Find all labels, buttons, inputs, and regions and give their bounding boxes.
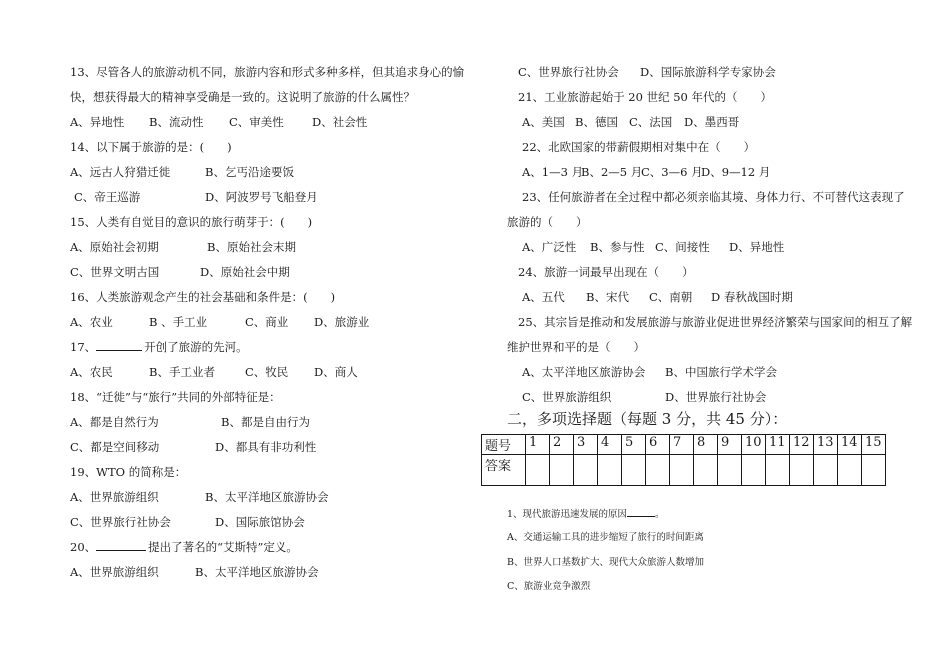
question-number-cell: 7 xyxy=(670,435,694,455)
option-c: C、南朝 xyxy=(649,290,693,304)
question-18-options-2 xyxy=(70,439,316,455)
question-19-options-1 xyxy=(70,489,328,505)
option-b: B、手工业者 xyxy=(149,365,215,379)
question-23-line2: 旅游的（ ） xyxy=(507,215,588,229)
option-b: B、德国 xyxy=(575,115,618,129)
answer-cell[interactable] xyxy=(598,455,622,486)
question-19-options-2 xyxy=(70,514,305,530)
option-d: D、世界旅行社协会 xyxy=(665,390,767,404)
option-d: D、墨西哥 xyxy=(684,115,740,129)
row-label-answer: 答案 xyxy=(482,455,526,486)
option-c: C、商业 xyxy=(245,315,289,329)
question-17-options xyxy=(70,364,358,380)
question-22: 22、北欧国家的带薪假期相对集中在（ ） xyxy=(522,140,756,154)
option-b: B、都是自由行为 xyxy=(221,415,310,429)
question-24-options xyxy=(522,289,793,305)
question-number-cell: 15 xyxy=(862,435,886,455)
question-18-options-1 xyxy=(70,414,310,430)
option-b: B、太平洋地区旅游协会 xyxy=(195,565,319,579)
question-number-cell: 14 xyxy=(838,435,862,455)
option-a: A、1—3 月 xyxy=(522,165,584,179)
option-c: C、间接性 xyxy=(655,240,710,254)
question-number-cell: 8 xyxy=(694,435,718,455)
question-14-options-2 xyxy=(74,189,318,205)
answer-cell[interactable] xyxy=(838,455,862,486)
option-b: B、原始社会末期 xyxy=(207,240,296,254)
question-20-options-1 xyxy=(70,564,318,580)
question-number: 20、 xyxy=(70,540,97,554)
option-a: A、世界旅游组织 xyxy=(70,565,159,579)
answer-cell[interactable] xyxy=(694,455,718,486)
question-14: 14、以下属于旅游的是：( ) xyxy=(70,140,232,154)
answer-cell[interactable] xyxy=(790,455,814,486)
answer-cell[interactable] xyxy=(742,455,766,486)
multi-question-1-stem xyxy=(507,506,665,522)
option-a: A、广泛性 xyxy=(522,240,577,254)
question-18: 18、“迁徙”与“旅行”共同的外部特征是： xyxy=(70,390,281,404)
answer-cell[interactable] xyxy=(622,455,646,486)
option-c: C、3—6 月 xyxy=(641,165,703,179)
question-17 xyxy=(70,339,248,355)
option-b: B、流动性 xyxy=(149,115,204,129)
option-d: D、原始社会中期 xyxy=(200,265,290,279)
option-c: C、牧民 xyxy=(245,365,289,379)
option-d: D、商人 xyxy=(314,365,358,379)
section-2-title: 二，多项选择题（每题 3 分，共 45 分）： xyxy=(507,410,788,428)
question-25-line2: 维护世界和平的是（ ） xyxy=(507,340,645,354)
option-c: C、帝王巡游 xyxy=(74,190,141,204)
question-25-line1: 25、其宗旨是推动和发展旅游与旅游业促进世界经济繁荣与国家间的相互了解 xyxy=(518,315,913,329)
question-21-options xyxy=(522,114,739,130)
option-b: B、乞丐沿途要饭 xyxy=(205,165,294,179)
question-14-options-1 xyxy=(70,164,294,180)
fill-blank xyxy=(96,339,142,351)
option-c: C、世界旅行社协会 xyxy=(70,515,171,529)
question-13-options xyxy=(70,114,367,130)
option-b: B、太平洋地区旅游协会 xyxy=(205,490,329,504)
option-a: A、世界旅游组织 xyxy=(70,490,159,504)
option-c: C、都是空间移动 xyxy=(70,440,160,454)
option-b: B、宋代 xyxy=(586,290,629,304)
answer-cell[interactable] xyxy=(646,455,670,486)
option-d: D、9—12 月 xyxy=(701,165,771,179)
option-d: D、异地性 xyxy=(729,240,785,254)
answer-cell[interactable] xyxy=(862,455,886,486)
question-25-options-2 xyxy=(522,389,766,405)
question-15: 15、人类有自觉目的意识的旅行萌芽于：( ) xyxy=(70,215,313,229)
question-13-line1: 13、尽管各人的旅游动机不同，旅游内容和形式多种多样，但其追求身心的愉 xyxy=(70,65,465,79)
multi-question-1-option-c: C、旅游业竞争激烈 xyxy=(507,581,591,592)
answer-cell[interactable] xyxy=(550,455,574,486)
question-20-options-2 xyxy=(518,64,776,80)
option-d: D、社会性 xyxy=(312,115,368,129)
question-21: 21、工业旅游起始于 20 世纪 50 年代的（ ） xyxy=(518,90,773,104)
question-number-cell: 10 xyxy=(742,435,766,455)
question-16-options xyxy=(70,314,369,330)
question-24: 24、旅游一词最早出现在（ ） xyxy=(518,265,694,279)
question-text: 提出了著名的“艾斯特”定义。 xyxy=(148,540,298,554)
option-a: A、异地性 xyxy=(70,115,125,129)
fill-blank xyxy=(96,539,146,551)
answer-cell[interactable] xyxy=(526,455,550,486)
option-d: D 春秋战国时期 xyxy=(711,290,793,304)
option-b: B 、手工业 xyxy=(149,315,208,329)
question-19: 19、WTO 的简称是： xyxy=(70,465,187,479)
question-22-options xyxy=(522,164,770,180)
question-text: 开创了旅游的先河。 xyxy=(144,340,248,354)
answer-table-header-row xyxy=(482,435,886,455)
question-number-cell: 13 xyxy=(814,435,838,455)
option-a: A、原始社会初期 xyxy=(70,240,159,254)
option-b: B、参与性 xyxy=(590,240,645,254)
answer-cell[interactable] xyxy=(814,455,838,486)
answer-cell[interactable] xyxy=(670,455,694,486)
question-13-line2: 快，想获得最大的精神享受确是一致的。这说明了旅游的什么属性？ xyxy=(70,90,415,104)
option-d: D、都具有非功利性 xyxy=(215,440,317,454)
question-23-line1: 23、任何旅游者在全过程中都必须亲临其境、身体力行、不可替代这表现了 xyxy=(522,190,905,204)
question-25-options-1 xyxy=(522,364,777,380)
question-15-options-1 xyxy=(70,239,296,255)
option-b: B、2—5 月 xyxy=(581,165,643,179)
question-number-cell: 9 xyxy=(718,435,742,455)
option-c: C、法国 xyxy=(629,115,673,129)
question-number-cell: 12 xyxy=(790,435,814,455)
option-d: D、阿波罗号飞船登月 xyxy=(205,190,318,204)
option-d: D、国际旅游科学专家协会 xyxy=(640,65,776,79)
fill-blank xyxy=(627,506,655,517)
question-number-cell: 1 xyxy=(526,435,550,455)
answer-cell[interactable] xyxy=(574,455,598,486)
question-15-options-2 xyxy=(70,264,290,280)
option-c: C、世界旅行社协会 xyxy=(518,65,619,79)
question-20 xyxy=(70,539,298,555)
answer-table xyxy=(481,434,886,486)
option-d: D、国际旅馆协会 xyxy=(215,515,305,529)
question-punct: 。 xyxy=(655,509,665,520)
question-number-cell: 2 xyxy=(550,435,574,455)
answer-cell[interactable] xyxy=(766,455,790,486)
option-a: A、太平洋地区旅游协会 xyxy=(522,365,646,379)
multi-question-1-option-a: A、交通运输工具的进步缩短了旅行的时间距离 xyxy=(507,532,704,543)
option-a: A、都是自然行为 xyxy=(70,415,159,429)
option-c: C、世界文明古国 xyxy=(70,265,160,279)
multi-question-1-option-b: B、世界人口基数扩大、现代大众旅游人数增加 xyxy=(507,557,704,568)
option-c: C、世界旅游组织 xyxy=(522,390,612,404)
answer-cell[interactable] xyxy=(718,455,742,486)
answer-table-answer-row xyxy=(482,455,886,486)
question-text: 1、现代旅游迅速发展的原因 xyxy=(507,509,628,520)
question-number-cell: 11 xyxy=(766,435,790,455)
option-a: A、美国 xyxy=(522,115,565,129)
row-label-number: 题号 xyxy=(482,435,526,455)
question-number-cell: 5 xyxy=(622,435,646,455)
question-number: 17、 xyxy=(70,340,97,354)
option-b: B、中国旅行学术学会 xyxy=(665,365,777,379)
option-a: A、农业 xyxy=(70,315,113,329)
question-number-cell: 6 xyxy=(646,435,670,455)
question-number-cell: 3 xyxy=(574,435,598,455)
option-a: A、远古人狩猎迁徙 xyxy=(70,165,171,179)
option-a: A、农民 xyxy=(70,365,113,379)
option-c: C、审美性 xyxy=(229,115,284,129)
question-16: 16、人类旅游观念产生的社会基础和条件是：( ) xyxy=(70,290,336,304)
option-d: D、旅游业 xyxy=(314,315,370,329)
option-a: A、五代 xyxy=(522,290,565,304)
question-number-cell: 4 xyxy=(598,435,622,455)
question-23-options xyxy=(522,239,784,255)
